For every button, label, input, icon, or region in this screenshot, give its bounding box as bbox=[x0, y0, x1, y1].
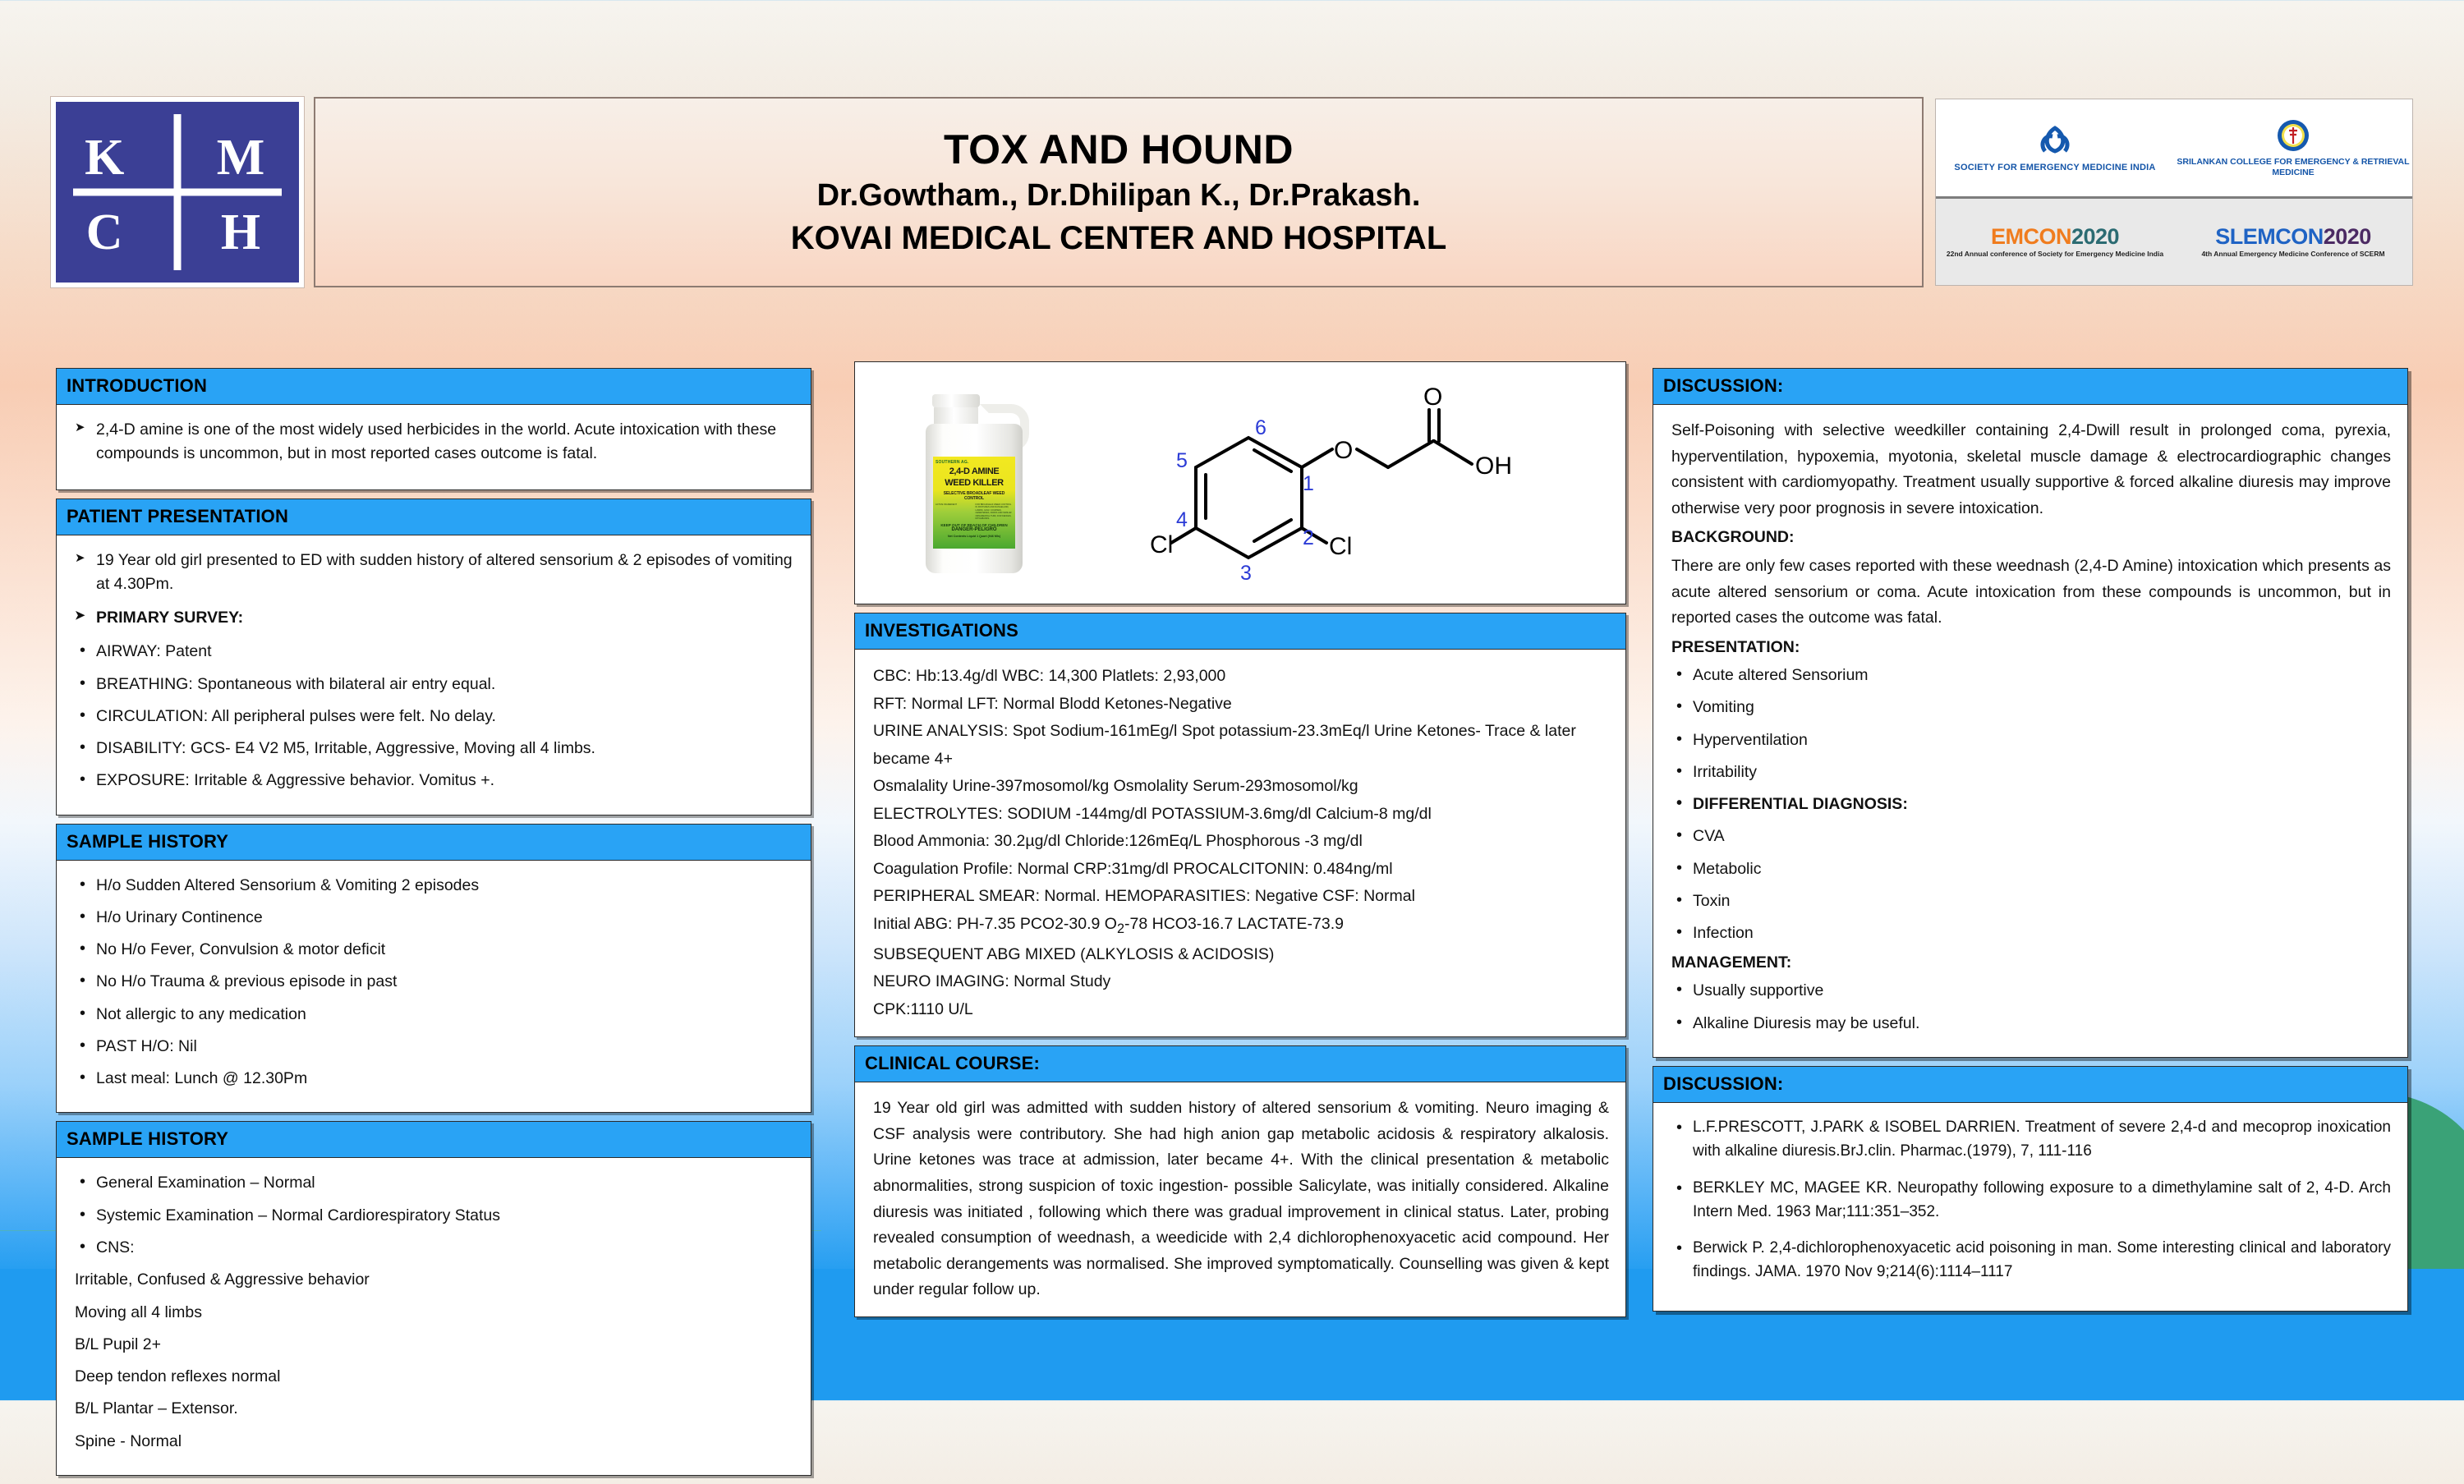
list-item: • DISABILITY: GCS- E4 V2 M5, Irritable, Aggressive, Moving all 4 limbs. bbox=[75, 737, 794, 760]
scerm-label: SRILANKAN COLLEGE FOR EMERGENCY & RETRIEVAL MEDICINE bbox=[2177, 157, 2410, 177]
slemcon-name: SLEMCON bbox=[2215, 223, 2324, 249]
abg-prefix: Initial ABG: PH-7.35 PCO2-30.9 O bbox=[873, 914, 1117, 933]
cns-line: B/L Pupil 2+ bbox=[75, 1335, 161, 1353]
primary-survey-label: ➤ PRIMARY SURVEY: bbox=[75, 606, 794, 630]
list-item: • CVA bbox=[1671, 825, 2391, 848]
emcon-name: EMCON bbox=[1990, 223, 2071, 249]
cns-line: Moving all 4 limbs bbox=[75, 1303, 202, 1321]
title-block bbox=[314, 97, 1924, 287]
investigation-line: Blood Ammonia: 30.2µg/dl Chloride:126mEq/L Phosphorous -3 mg/dl bbox=[873, 832, 1363, 851]
poster-title: TOX AND HOUND bbox=[944, 126, 1294, 173]
abg-subscript: 2 bbox=[1116, 921, 1125, 936]
list-item: • L.F.PRESCOTT, J.PARK & ISOBEL DARRIEN. Treatment of severe 2,4-d and mecoprop inoxication with alkaline diuresis.BrJ.clin. Pharmac.(1979), 7, 111-116 bbox=[1671, 1116, 2391, 1164]
discussion-body bbox=[1653, 405, 2407, 1057]
discussion-panel bbox=[1653, 368, 2408, 1058]
kmch-logo bbox=[51, 97, 304, 287]
introduction-panel bbox=[56, 368, 811, 490]
left-column bbox=[56, 368, 811, 1484]
bottle-figure bbox=[855, 393, 1101, 573]
atom-label-ether-o: O bbox=[1334, 437, 1354, 464]
atom-label-cl-2: Cl bbox=[1329, 533, 1353, 560]
list-item: • Irritability bbox=[1671, 760, 2391, 783]
introduction-heading: INTRODUCTION bbox=[57, 369, 811, 405]
list-item: • No H/o Trauma & previous episode in past bbox=[75, 970, 794, 993]
investigation-line: ELECTROLYTES: SODIUM -144mg/dl POTASSIUM-3.6mg/dl Calcium-8 mg/dl bbox=[873, 804, 1432, 823]
sample-history-2-list bbox=[75, 1171, 794, 1452]
discussion-paragraph: Self-Poisoning with selective weedkiller containing 2,4-Dwill result in prolonged coma, pyrexia, hyperventilation, hypoxemia, myotonia, skeletal muscle damage & electrocardiographic changes consistent with cardiomyopathy. Treatment usually supportive & forced alkaline diuresis may improve otherwise very poor prognosis in severe intoxication. bbox=[1671, 421, 2391, 517]
patient-presentation-arrow-list bbox=[75, 549, 794, 631]
logo-horizontal-bar bbox=[73, 189, 283, 196]
list-item: • CNS: bbox=[75, 1236, 794, 1259]
investigation-line: URINE ANALYSIS: Spot Sodium-161mEg/l Spot potassium-23.3mEq/l Urine Ketones- Trace & later became 4+ bbox=[873, 722, 1576, 768]
bottle-subtitle: SELECTIVE BROADLEAF WEED CONTROL bbox=[943, 490, 1005, 501]
sponsor-logos bbox=[1935, 99, 2413, 286]
primary-survey-list bbox=[75, 640, 794, 792]
sample-history-2-heading: SAMPLE HISTORY bbox=[57, 1122, 811, 1158]
sample-history-1-list bbox=[75, 874, 794, 1091]
list-item: • Alkaline Diuresis may be useful. bbox=[1671, 1012, 2391, 1035]
atom-label-cl-4: Cl bbox=[1150, 531, 1174, 558]
introduction-list bbox=[75, 418, 794, 466]
list-item: • Metabolic bbox=[1671, 857, 2391, 880]
clinical-course-paragraph: 19 Year old girl was admitted with sudden history of altered sensorium & vomiting. Neuro imaging & CSF analysis were contributory. She had high anion gap metabolic acidosis & respiratory alkalosis. Urine ketones was trace at admission, later became 4+. With the clinical presentation & metabolic abnormalities, strong suspicion of toxic ingestion- possible Salicylate, was initially considered. Alkaline diuresis was initiated , following which there was gradual improvement in clinical status. Later, probing revealed consumption of weednash, a weedicide with 2,4 dichlorophenoxyacetic acid compound. Her metabolic derangements was normalised. She improved symptomatically. Counselling was given & kept under regular follow up. bbox=[873, 1099, 1609, 1299]
slemcon-logo-cell bbox=[2174, 199, 2412, 285]
management-list bbox=[1671, 979, 2391, 1035]
bottle-net-contents: Net Contents Liquid 1 Quart (946 Mls) bbox=[947, 534, 1001, 538]
bottle-title-line1: 2,4-D AMINE bbox=[949, 466, 1000, 477]
weedkiller-bottle-illustration bbox=[926, 393, 1031, 573]
investigations-panel bbox=[854, 613, 1626, 1037]
references-heading: DISCUSSION: bbox=[1653, 1067, 2407, 1103]
investigations-heading: INVESTIGATIONS bbox=[855, 613, 1625, 650]
investigation-line: Coagulation Profile: Normal CRP:31mg/dl PROCALCITONIN: 0.484ng/ml bbox=[873, 859, 1393, 878]
differential-diagnosis-heading: • DIFFERENTIAL DIAGNOSIS: bbox=[1671, 793, 2391, 816]
list-item: • H/o Sudden Altered Sensorium & Vomiting 2 episodes bbox=[75, 874, 794, 897]
bottle-title-line2: WEED KILLER bbox=[945, 478, 1004, 489]
introduction-body bbox=[57, 405, 811, 489]
list-item: • AIRWAY: Patent bbox=[75, 640, 794, 663]
list-item: • CIRCULATION: All peripheral pulses were felt. No delay. bbox=[75, 705, 794, 728]
slemcon-year: 2020 bbox=[2323, 223, 2371, 249]
presentation-list bbox=[1671, 664, 2391, 944]
management-heading: MANAGEMENT: bbox=[1671, 953, 1792, 972]
slemcon-subtitle: 4th Annual Emergency Medicine Conference of SCERM bbox=[2201, 249, 2385, 258]
discussion-heading: DISCUSSION: bbox=[1653, 369, 2407, 405]
semi-label: SOCIETY FOR EMERGENCY MEDICINE INDIA bbox=[1954, 162, 2156, 172]
bottle-warning: KEEP OUT OF REACH OF CHILDREN bbox=[940, 522, 1008, 527]
sample-history-1-heading: SAMPLE HISTORY bbox=[57, 825, 811, 861]
ring-number-5: 5 bbox=[1176, 449, 1188, 472]
sample-history-1-panel bbox=[56, 824, 811, 1114]
investigation-line: NEURO IMAGING: Normal Study bbox=[873, 972, 1111, 991]
investigation-line-abg bbox=[873, 911, 1609, 941]
list-item: • PAST H/O: Nil bbox=[75, 1035, 794, 1058]
investigation-line: SUBSEQUENT ABG MIXED (ALKYLOSIS & ACIDOSIS) bbox=[873, 944, 1275, 963]
figure-panel bbox=[854, 361, 1626, 604]
investigation-line: CBC: Hb:13.4g/dl WBC: 14,300 Platlets: 2,93,000 bbox=[873, 667, 1226, 685]
bottle-usage-panel: FOR BROADLEAF WEED CONTROL IN PASTURES AND RANGELAND, LAWNS, GOLF COURSES, CEMETERIES, PARKS AND SIMILAR ORNAMENTAL TURF, FOR FENCES, DITCHBANKS. bbox=[975, 503, 1012, 521]
clinical-course-panel bbox=[854, 1045, 1626, 1317]
references-list bbox=[1671, 1116, 2391, 1284]
bottle-danger: DANGER-PELIGRO bbox=[951, 527, 997, 533]
atom-label-oh: OH bbox=[1475, 453, 1512, 480]
investigations-body bbox=[855, 650, 1625, 1036]
bottle-label bbox=[933, 457, 1015, 549]
clinical-course-body bbox=[855, 1082, 1625, 1316]
logo-letter-m: M bbox=[216, 130, 265, 186]
bottle-ingredient-panel: ACTIVE INGREDIENT bbox=[935, 503, 958, 506]
background-heading: BACKGROUND: bbox=[1671, 528, 1795, 547]
list-item: • Toxin bbox=[1671, 889, 2391, 912]
list-item: • Systemic Examination – Normal Cardiorespiratory Status bbox=[75, 1204, 794, 1227]
ring-number-6: 6 bbox=[1255, 416, 1266, 439]
list-item: • Acute altered Sensorium bbox=[1671, 664, 2391, 687]
cns-line: Irritable, Confused & Aggressive behavior bbox=[75, 1270, 370, 1289]
list-item: • EXPOSURE: Irritable & Aggressive behavior. Vomitus +. bbox=[75, 769, 794, 792]
bottle-cap bbox=[932, 394, 980, 407]
patient-presentation-panel bbox=[56, 498, 811, 816]
structure-figure bbox=[1101, 380, 1625, 586]
ring-number-4: 4 bbox=[1176, 508, 1188, 531]
investigation-line: PERIPHERAL SMEAR: Normal. HEMOPARASITIES: Negative CSF: Normal bbox=[873, 887, 1415, 906]
emcon-logo-cell bbox=[1936, 199, 2174, 285]
cns-line: Deep tendon reflexes normal bbox=[75, 1367, 281, 1386]
list-item: • Usually supportive bbox=[1671, 979, 2391, 1002]
clinical-course-heading: CLINICAL COURSE: bbox=[855, 1046, 1625, 1082]
investigation-line: RFT: Normal LFT: Normal Blodd Ketones-Negative bbox=[873, 694, 1232, 713]
emcon-wordmark bbox=[1990, 223, 2120, 249]
bottle-brand: SOUTHERN AG. bbox=[935, 460, 969, 465]
sample-history-2-body bbox=[57, 1158, 811, 1474]
logo-letter-h: H bbox=[220, 204, 261, 260]
list-item: • No H/o Fever, Convulsion & motor deficit bbox=[75, 938, 794, 961]
list-item: • Infection bbox=[1671, 921, 2391, 944]
scerm-logo-cell bbox=[2174, 99, 2412, 196]
slemcon-wordmark bbox=[2215, 223, 2371, 249]
middle-column bbox=[854, 361, 1626, 1325]
list-item: ➤ 19 Year old girl presented to ED with sudden history of altered sensorium & 2 episodes of vomiting at 4.30Pm. bbox=[75, 549, 794, 597]
patient-presentation-body bbox=[57, 535, 811, 815]
logo-letter-c: C bbox=[85, 204, 123, 260]
ring-number-3: 3 bbox=[1240, 562, 1252, 585]
poster-institution: KOVAI MEDICAL CENTER AND HOSPITAL bbox=[790, 219, 1447, 256]
chemical-structure-2-4-d bbox=[1150, 380, 1577, 586]
cns-line: B/L Plantar – Extensor. bbox=[75, 1399, 238, 1418]
poster-authors: Dr.Gowtham., Dr.Dhilipan K., Dr.Prakash. bbox=[816, 178, 1421, 214]
ring-number-2: 2 bbox=[1303, 526, 1314, 549]
emcon-year: 2020 bbox=[2071, 223, 2120, 249]
list-item: • H/o Urinary Continence bbox=[75, 906, 794, 929]
list-item: • Last meal: Lunch @ 12.30Pm bbox=[75, 1067, 794, 1090]
background-paragraph: There are only few cases reported with these weednash (2,4-D Amine) intoxication which presents as acute altered sensorium or coma. Acute intoxication from these compounds is uncommon, but in reported cases the outcome was fatal. bbox=[1671, 557, 2391, 627]
presentation-heading: PRESENTATION: bbox=[1671, 638, 1800, 657]
patient-presentation-heading: PATIENT PRESENTATION bbox=[57, 499, 811, 535]
references-body bbox=[1653, 1103, 2407, 1311]
list-item: ➤ 2,4-D amine is one of the most widely used herbicides in the world. Acute intoxication with these compounds is uncommon, but in most reported cases outcome is fatal. bbox=[75, 418, 794, 466]
scerm-badge-icon bbox=[2274, 117, 2312, 157]
list-item: • General Examination – Normal bbox=[75, 1171, 794, 1194]
cns-line: Spine - Normal bbox=[75, 1431, 182, 1450]
list-item: • Not allergic to any medication bbox=[75, 1003, 794, 1026]
list-item: • Berwick P. 2,4-dichlorophenoxyacetic acid poisoning in man. Some interesting clinical and laboratory findings. JAMA. 1970 Nov 9;214(6):1114–1117 bbox=[1671, 1237, 2391, 1284]
semi-logo-cell bbox=[1936, 99, 2174, 196]
atom-label-carbonyl-o: O bbox=[1423, 384, 1443, 411]
right-column bbox=[1653, 368, 2408, 1320]
abg-suffix: -78 HCO3-16.7 LACTATE-73.9 bbox=[1124, 914, 1344, 933]
sample-history-1-body bbox=[57, 861, 811, 1113]
trefoil-knot-icon bbox=[2036, 123, 2074, 163]
list-item: • BERKLEY MC, MAGEE KR. Neuropathy following exposure to a dimethylamine salt of 2, 4-D. Arch Intern Med. 1963 Mar;111:351–352. bbox=[1671, 1177, 2391, 1224]
list-item: • Vomiting bbox=[1671, 696, 2391, 719]
list-item: • Hyperventilation bbox=[1671, 728, 2391, 751]
logo-letter-k: K bbox=[85, 130, 125, 186]
list-item: • BREATHING: Spontaneous with bilateral air entry equal. bbox=[75, 673, 794, 696]
sample-history-2-panel bbox=[56, 1121, 811, 1475]
poster-header bbox=[51, 97, 2413, 287]
emcon-subtitle: 22nd Annual conference of Society for Emergency Medicine India bbox=[1946, 249, 2164, 258]
investigation-line: CPK:1110 U/L bbox=[873, 999, 973, 1018]
references-panel bbox=[1653, 1066, 2408, 1312]
investigation-line: Osmalality Urine-397mosomol/kg Osmolality Serum-293mosomol/kg bbox=[873, 777, 1358, 796]
ring-number-1: 1 bbox=[1303, 472, 1314, 495]
